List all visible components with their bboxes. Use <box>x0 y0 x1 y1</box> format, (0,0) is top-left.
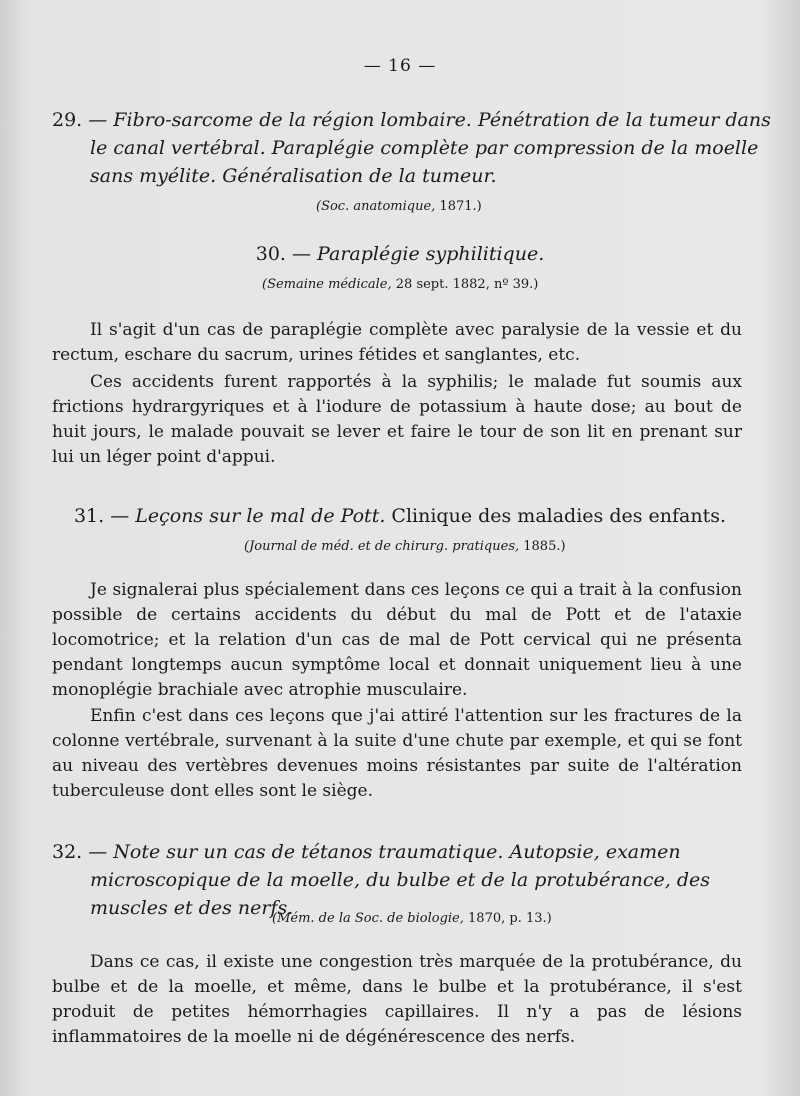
entry-30-source-details: 28 sept. 1882, nº 39.) <box>395 277 539 292</box>
entry-30-paragraph-1: Il s'agit d'un cas de paraplégie complète avec paralysie de la vessie et du rectum, eschare du sacrum, urines fétides et sanglantes, etc. <box>52 320 742 365</box>
entry-29-source-year: 1871.) <box>439 199 482 214</box>
page-number: — 16 — <box>363 56 437 76</box>
entry-31-paragraph-2: Enfin c'est dans ces leçons que j'ai attiré l'attention sur les fractures de la colonne vertébrale, survenant à la suite d'une chute par exemple, et qui se font au niveau des vertèbres devenues moins résistantes par suite de l'altération tuberculeuse dont elles sont le siège. <box>52 706 742 801</box>
entry-30-title-text: — Paraplégie syphilitique. <box>292 243 545 265</box>
entry-31-source-year: 1885.) <box>523 539 566 554</box>
entry-29-title <box>52 106 780 190</box>
entry-29-source-journal: (Soc. anatomique, <box>316 199 436 214</box>
entry-31-source <box>244 538 566 556</box>
entry-30-number: 30. <box>255 243 286 265</box>
entry-31-title-italic: — Leçons sur le mal de Pott. <box>110 505 386 527</box>
entry-32-source-journal: (Mém. de la Soc. de biologie, <box>272 911 464 926</box>
entry-31-title-roman: Clinique des maladies des enfants. <box>391 505 727 527</box>
entry-31-number: 31. <box>73 505 105 527</box>
entry-30-source <box>262 276 538 294</box>
entry-31-source-journal: (Journal de méd. et de chirurg. pratiques, <box>244 539 520 554</box>
entry-32-source <box>272 910 552 928</box>
entry-31-paragraph-1: Je signalerai plus spécialement dans ces leçons ce qui a trait à la confusion possible de certains accidents du début du mal de Pott et de l'ataxie locomotrice; et la relation d'un cas de mal de Pott cervical qui ne présenta pendant longtemps aucun symptôme local et donnait uniquement lieu à une monoplégie brachiale avec atrophie musculaire. <box>52 580 742 700</box>
entry-30-title <box>0 240 800 268</box>
entry-32-source-details: 1870, p. 13.) <box>468 911 552 926</box>
entry-32-title-text: — Note sur un cas de tétanos traumatique. Autopsie, examen microscopique de la moelle, du bulbe et de la protubérance, des muscles et des nerfs. <box>88 841 710 919</box>
entry-29-number: 29. <box>52 109 83 131</box>
entry-29-title-text: — Fibro-sarcome de la région lombaire. Pénétration de la tumeur dans le canal vertébral. Paraplégie complète par compression de la moelle sans myélite. Généralisation de la tumeur. <box>88 109 771 187</box>
entry-31-title <box>0 502 800 530</box>
entry-30-source-journal: (Semaine médicale, <box>262 277 392 292</box>
entry-32-paragraph-1: Dans ce cas, il existe une congestion très marquée de la protubérance, du bulbe et de la moelle, et même, dans le bulbe et la protubérance, il s'est produit de petites hémorrhagies capillaires. Il n'y a pas de lésions inflammatoires de la moelle ni de dégénérescence des nerfs. <box>52 952 742 1047</box>
entry-32-number: 32. <box>52 841 83 863</box>
entry-30-paragraph-2: Ces accidents furent rapportés à la syphilis; le malade fut soumis aux frictions hydrargyriques et à l'iodure de potassium à haute dose; au bout de huit jours, le malade pouvait se lever et faire le tour de son lit en prenant sur lui un léger point d'appui. <box>52 372 742 467</box>
entry-29-source <box>316 198 482 216</box>
